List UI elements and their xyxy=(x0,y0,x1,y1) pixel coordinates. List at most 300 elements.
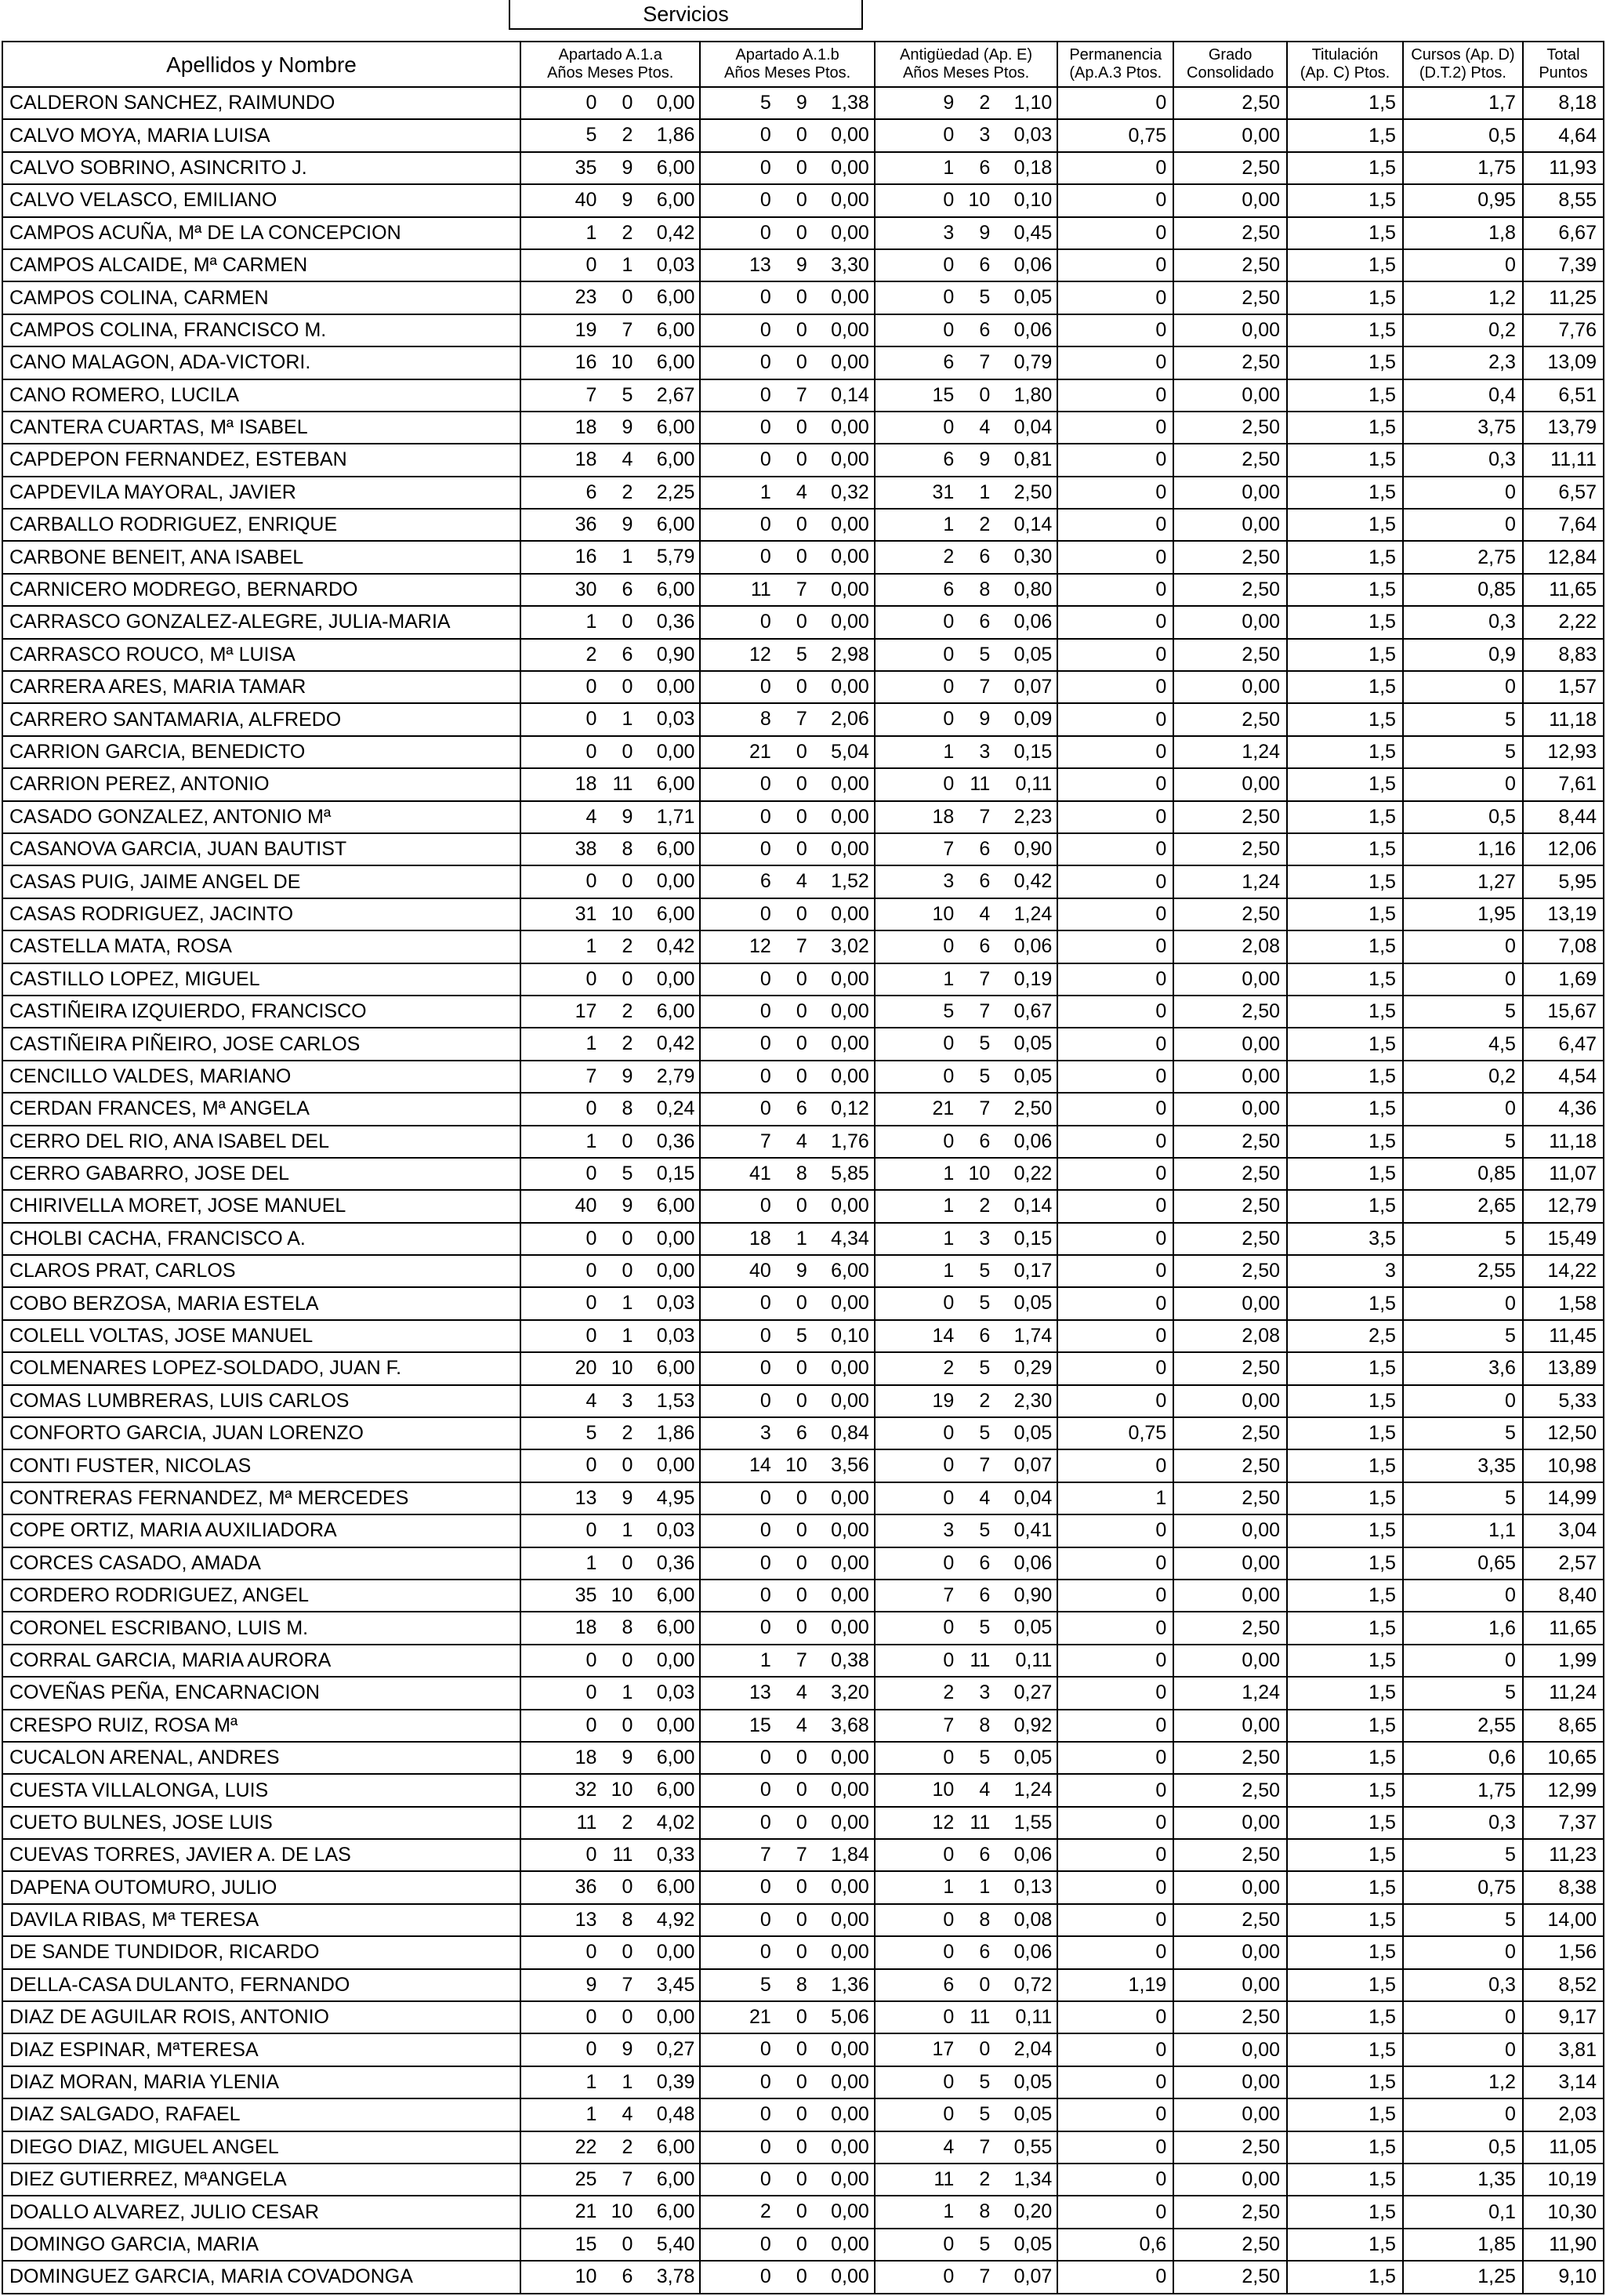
months-value: 8 xyxy=(979,578,991,600)
a1a-cell xyxy=(520,2098,700,2131)
months-value: 0 xyxy=(796,1551,807,1574)
a1a-cell-values xyxy=(521,2132,699,2163)
points-value: 5,40 xyxy=(656,2233,695,2255)
table-row xyxy=(2,801,1604,833)
grado-value: 2,50 xyxy=(1173,1158,1287,1190)
cursos-value: 2,3 xyxy=(1403,346,1523,379)
grado-value: 2,50 xyxy=(1173,249,1287,281)
months-value: 0 xyxy=(796,286,807,309)
person-name: CRESPO RUIZ, ROSA Mª xyxy=(2,1710,520,1742)
a1b-cell xyxy=(700,1807,874,1839)
years-value: 0 xyxy=(943,2265,955,2288)
points-value: 0,05 xyxy=(1013,2233,1053,2255)
a1a-cell-values xyxy=(521,1450,699,1481)
antiguedad-cell-values xyxy=(876,964,1057,995)
titulacion-value: 1,5 xyxy=(1287,1710,1403,1742)
points-value: 0,03 xyxy=(656,708,695,731)
years-value: 0 xyxy=(759,1941,771,1964)
a1b-cell xyxy=(700,249,874,281)
titulacion-value: 1,5 xyxy=(1287,2164,1403,2196)
cursos-value: 1,25 xyxy=(1403,2261,1523,2293)
table-row xyxy=(2,1093,1604,1125)
points-value: 0,22 xyxy=(1013,1162,1053,1184)
total-value: 6,67 xyxy=(1523,217,1604,249)
table-row xyxy=(2,1417,1604,1449)
years-value: 1 xyxy=(943,740,955,763)
antiguedad-cell xyxy=(875,87,1058,119)
months-value: 6 xyxy=(622,643,633,666)
antiguedad-cell-values xyxy=(876,1678,1057,1708)
a1a-cell-values xyxy=(521,2002,699,2033)
points-value: 6,00 xyxy=(656,1357,695,1380)
cursos-value: 0,5 xyxy=(1403,2131,1523,2164)
table-row xyxy=(2,833,1604,865)
a1b-cell xyxy=(700,2098,874,2131)
months-value: 9 xyxy=(979,448,991,471)
titulacion-value: 1,5 xyxy=(1287,1028,1403,1060)
grado-value: 0,00 xyxy=(1173,1547,1287,1580)
points-value: 0,00 xyxy=(831,2233,869,2255)
a1a-cell xyxy=(520,1255,700,1287)
a1b-cell-values xyxy=(701,1256,873,1286)
person-name: CALVO VELASCO, EMILIANO xyxy=(2,184,520,216)
years-value: 0 xyxy=(943,2070,955,2093)
a1b-cell-values xyxy=(701,964,873,995)
permanencia-value: 0 xyxy=(1057,249,1173,281)
table-row xyxy=(2,606,1604,638)
cursos-value: 0,4 xyxy=(1403,379,1523,412)
cursos-value: 5 xyxy=(1403,1320,1523,1352)
a1a-cell xyxy=(520,379,700,412)
months-value: 11 xyxy=(970,773,991,796)
total-value: 11,90 xyxy=(1523,2229,1604,2261)
header-perm-line1: Permanencia xyxy=(1069,46,1162,63)
years-value: 1 xyxy=(585,1551,597,1574)
months-value: 0 xyxy=(796,1065,807,1087)
months-value: 0 xyxy=(796,2135,807,2158)
grado-value: 2,50 xyxy=(1173,801,1287,833)
months-value: 0 xyxy=(979,2038,991,2061)
months-value: 0 xyxy=(796,2168,807,2190)
grado-value: 2,50 xyxy=(1173,898,1287,930)
years-value: 32 xyxy=(575,1779,597,1801)
months-value: 7 xyxy=(622,2168,633,2190)
points-value: 0,06 xyxy=(1013,1551,1053,1574)
months-value: 0 xyxy=(796,1583,807,1606)
points-value: 0,00 xyxy=(831,1583,869,1606)
years-value: 0 xyxy=(759,1097,771,1120)
years-value: 0 xyxy=(943,415,955,438)
person-name: DIAZ ESPINAR, MªTERESA xyxy=(2,2033,520,2066)
cursos-value: 2,75 xyxy=(1403,541,1523,573)
table-row xyxy=(2,930,1604,963)
permanencia-value: 0 xyxy=(1057,1449,1173,1482)
grado-value: 0,00 xyxy=(1173,314,1287,346)
table-row xyxy=(2,1580,1604,1612)
titulacion-value: 1,5 xyxy=(1287,281,1403,314)
person-name: CASTIÑEIRA PIÑEIRO, JOSE CARLOS xyxy=(2,1028,520,1060)
a1b-cell xyxy=(700,152,874,184)
table-row xyxy=(2,1904,1604,1936)
a1b-cell-values xyxy=(701,1418,873,1449)
months-value: 1 xyxy=(622,2070,633,2093)
grado-value: 2,50 xyxy=(1173,1904,1287,1936)
months-value: 0 xyxy=(796,1292,807,1315)
months-value: 8 xyxy=(622,1908,633,1931)
points-value: 0,05 xyxy=(1013,1746,1053,1768)
a1a-cell xyxy=(520,963,700,996)
points-value: 0,29 xyxy=(1013,1357,1053,1380)
titulacion-value: 1,5 xyxy=(1287,477,1403,509)
points-value: 0,00 xyxy=(831,902,869,925)
points-value: 2,98 xyxy=(831,643,869,666)
months-value: 0 xyxy=(796,1746,807,1768)
total-value: 13,79 xyxy=(1523,412,1604,444)
antiguedad-cell-values xyxy=(876,834,1057,865)
grado-value: 0,00 xyxy=(1173,477,1287,509)
points-value: 0,05 xyxy=(1013,1616,1053,1639)
titulacion-value: 1,5 xyxy=(1287,379,1403,412)
table-row xyxy=(2,2196,1604,2228)
a1b-cell xyxy=(700,1677,874,1709)
months-value: 6 xyxy=(979,1551,991,1574)
months-value: 7 xyxy=(979,1097,991,1120)
years-value: 3 xyxy=(759,1422,771,1445)
person-name: CORONEL ESCRIBANO, LUIS M. xyxy=(2,1612,520,1644)
titulacion-value: 1,5 xyxy=(1287,671,1403,703)
person-name: DOMINGUEZ GARCIA, MARIA COVADONGA xyxy=(2,2261,520,2293)
person-name: CARBONE BENEIT, ANA ISABEL xyxy=(2,541,520,573)
points-value: 0,42 xyxy=(656,221,695,244)
cursos-value: 5 xyxy=(1403,736,1523,768)
antiguedad-cell-values xyxy=(876,2099,1057,2130)
a1a-cell-values xyxy=(521,1321,699,1351)
months-value: 3 xyxy=(622,1389,633,1412)
antiguedad-cell-values xyxy=(876,1191,1057,1221)
months-value: 6 xyxy=(979,870,991,893)
header-permanencia xyxy=(1057,42,1173,87)
years-value: 35 xyxy=(575,156,597,179)
total-value: 6,47 xyxy=(1523,1028,1604,1060)
years-value: 0 xyxy=(759,546,771,568)
a1b-cell xyxy=(700,2033,874,2066)
points-value: 1,24 xyxy=(1013,902,1053,925)
header-antig-line1: Antigüedad (Ap. E) xyxy=(900,46,1033,63)
a1a-cell-values xyxy=(521,88,699,118)
years-value: 0 xyxy=(943,2103,955,2126)
cursos-value: 1,95 xyxy=(1403,898,1523,930)
a1a-cell-values xyxy=(521,672,699,702)
person-name: CUCALON ARENAL, ANDRES xyxy=(2,1742,520,1774)
cursos-value: 1,27 xyxy=(1403,865,1523,898)
a1a-cell-values xyxy=(521,1905,699,1935)
a1a-cell xyxy=(520,1612,700,1644)
points-value: 1,10 xyxy=(1013,92,1053,114)
months-value: 3 xyxy=(979,740,991,763)
months-value: 9 xyxy=(622,189,633,212)
points-value: 3,30 xyxy=(831,253,869,276)
months-value: 1 xyxy=(796,1227,807,1250)
permanencia-value: 0 xyxy=(1057,2066,1173,2098)
titulacion-value: 1,5 xyxy=(1287,2098,1403,2131)
table-row xyxy=(2,1710,1604,1742)
points-value: 0,07 xyxy=(1013,1454,1053,1477)
antiguedad-cell xyxy=(875,444,1058,476)
months-value: 5 xyxy=(796,1324,807,1347)
years-value: 9 xyxy=(943,92,955,114)
a1a-cell xyxy=(520,1223,700,1255)
table-row xyxy=(2,1449,1604,1482)
a1a-cell xyxy=(520,606,700,638)
antiguedad-cell xyxy=(875,2033,1058,2066)
a1b-cell xyxy=(700,1158,874,1190)
points-value: 0,00 xyxy=(831,2038,869,2061)
years-value: 16 xyxy=(575,546,597,568)
years-value: 0 xyxy=(943,1616,955,1639)
points-value: 0,00 xyxy=(656,870,695,893)
header-grado xyxy=(1173,42,1287,87)
a1b-cell-values xyxy=(701,380,873,411)
table-row xyxy=(2,1320,1604,1352)
a1b-cell xyxy=(700,996,874,1028)
months-value: 9 xyxy=(622,1486,633,1509)
titulacion-value: 1,5 xyxy=(1287,2033,1403,2066)
points-value: 0,03 xyxy=(656,1292,695,1315)
antiguedad-cell-values xyxy=(876,1159,1057,1189)
total-value: 15,49 xyxy=(1523,1223,1604,1255)
points-value: 0,06 xyxy=(1013,935,1053,958)
person-name: CAPDEPON FERNANDEZ, ESTEBAN xyxy=(2,444,520,476)
antiguedad-cell xyxy=(875,1028,1058,1060)
total-value: 11,65 xyxy=(1523,1612,1604,1644)
antiguedad-cell-values xyxy=(876,769,1057,800)
antiguedad-cell-values xyxy=(876,640,1057,670)
years-value: 5 xyxy=(585,1422,597,1445)
years-value: 0 xyxy=(759,837,771,860)
person-name: CENCILLO VALDES, MARIANO xyxy=(2,1061,520,1093)
a1b-cell xyxy=(700,930,874,963)
cursos-value: 0 xyxy=(1403,768,1523,800)
a1b-cell-values xyxy=(701,2099,873,2130)
months-value: 0 xyxy=(796,351,807,374)
months-value: 0 xyxy=(979,383,991,406)
months-value: 7 xyxy=(979,1454,991,1477)
total-value: 14,22 xyxy=(1523,1255,1604,1287)
a1b-cell-values xyxy=(701,153,873,183)
antiguedad-cell-values xyxy=(876,1970,1057,2000)
a1b-cell xyxy=(700,1839,874,1871)
points-value: 0,10 xyxy=(1013,189,1053,212)
years-value: 0 xyxy=(759,676,771,698)
total-value: 12,93 xyxy=(1523,736,1604,768)
header-titulacion xyxy=(1287,42,1403,87)
a1a-cell-values xyxy=(521,866,699,897)
header-grado-line2: Consolidado xyxy=(1187,64,1274,82)
header-perm-line2: (Ap.A.3 Ptos. xyxy=(1069,64,1162,82)
antiguedad-cell xyxy=(875,1774,1058,1806)
antiguedad-cell-values xyxy=(876,1256,1057,1286)
points-value: 0,90 xyxy=(1013,837,1053,860)
grado-value: 2,50 xyxy=(1173,281,1287,314)
titulacion-value: 1,5 xyxy=(1287,1158,1403,1190)
a1b-cell xyxy=(700,1482,874,1514)
a1a-cell xyxy=(520,1449,700,1482)
a1b-cell xyxy=(700,2066,874,2098)
antiguedad-cell-values xyxy=(876,1321,1057,1351)
points-value: 1,53 xyxy=(656,1389,695,1412)
points-value: 0,00 xyxy=(656,740,695,763)
table-row xyxy=(2,1061,1604,1093)
antiguedad-cell-values xyxy=(876,931,1057,962)
titulacion-value: 1,5 xyxy=(1287,639,1403,671)
total-value: 1,99 xyxy=(1523,1645,1604,1677)
a1a-cell xyxy=(520,1417,700,1449)
a1b-cell xyxy=(700,1449,874,1482)
antiguedad-cell xyxy=(875,768,1058,800)
a1a-cell-values xyxy=(521,1743,699,1773)
years-value: 9 xyxy=(585,1973,597,1996)
points-value: 0,06 xyxy=(1013,1941,1053,1964)
points-value: 6,00 xyxy=(656,351,695,374)
titulacion-value: 1,5 xyxy=(1287,768,1403,800)
cursos-value: 0,5 xyxy=(1403,119,1523,151)
person-name: DE SANDE TUNDIDOR, RICARDO xyxy=(2,1936,520,1968)
months-value: 0 xyxy=(796,189,807,212)
a1a-cell-values xyxy=(521,575,699,605)
table-row xyxy=(2,865,1604,898)
titulacion-value: 1,5 xyxy=(1287,184,1403,216)
person-name: DAVILA RIBAS, Mª TERESA xyxy=(2,1904,520,1936)
months-value: 0 xyxy=(796,1486,807,1509)
antiguedad-cell xyxy=(875,1969,1058,2001)
table-row xyxy=(2,2261,1604,2293)
months-value: 0 xyxy=(796,1032,807,1055)
grado-value: 2,50 xyxy=(1173,152,1287,184)
permanencia-value: 0 xyxy=(1057,1645,1173,1677)
months-value: 0 xyxy=(979,1973,991,1996)
header-a1a xyxy=(520,42,700,87)
a1a-cell-values xyxy=(521,607,699,637)
antiguedad-cell xyxy=(875,1287,1058,1319)
points-value: 0,07 xyxy=(1013,2265,1053,2288)
antiguedad-cell-values xyxy=(876,347,1057,378)
antiguedad-cell xyxy=(875,1126,1058,1158)
years-value: 3 xyxy=(943,870,955,893)
permanencia-value: 0 xyxy=(1057,2131,1173,2164)
titulacion-value: 1,5 xyxy=(1287,1871,1403,1903)
antiguedad-cell-values xyxy=(876,510,1057,540)
titulacion-value: 1,5 xyxy=(1287,1645,1403,1677)
grado-value: 0,00 xyxy=(1173,1385,1287,1417)
years-value: 0 xyxy=(759,1357,771,1380)
a1b-cell xyxy=(700,736,874,768)
months-value: 0 xyxy=(622,92,633,114)
antiguedad-cell xyxy=(875,249,1058,281)
person-name: CARRASCO GONZALEZ-ALEGRE, JULIA-MARIA xyxy=(2,606,520,638)
cursos-value: 2,55 xyxy=(1403,1710,1523,1742)
a1a-cell-values xyxy=(521,347,699,378)
a1b-cell xyxy=(700,768,874,800)
months-value: 5 xyxy=(979,1746,991,1768)
grado-value: 0,00 xyxy=(1173,1871,1287,1903)
months-value: 8 xyxy=(622,1097,633,1120)
months-value: 10 xyxy=(611,1779,633,1801)
years-value: 0 xyxy=(943,708,955,731)
points-value: 2,06 xyxy=(831,708,869,731)
months-value: 5 xyxy=(979,1519,991,1542)
years-value: 15 xyxy=(575,2233,597,2255)
titulacion-value: 1,5 xyxy=(1287,1580,1403,1612)
points-value: 0,00 xyxy=(831,2135,869,2158)
years-value: 0 xyxy=(585,1454,597,1477)
table-row xyxy=(2,1936,1604,1968)
total-value: 1,69 xyxy=(1523,963,1604,996)
points-value: 0,24 xyxy=(656,1097,695,1120)
permanencia-value: 0 xyxy=(1057,509,1173,541)
permanencia-value: 0 xyxy=(1057,1223,1173,1255)
months-value: 0 xyxy=(796,1908,807,1931)
cursos-value: 0,85 xyxy=(1403,1158,1523,1190)
grado-value: 0,00 xyxy=(1173,1710,1287,1742)
years-value: 12 xyxy=(749,935,771,958)
a1b-cell-values xyxy=(701,1224,873,1254)
years-value: 6 xyxy=(585,481,597,503)
a1a-cell-values xyxy=(521,1094,699,1124)
antiguedad-cell xyxy=(875,1547,1058,1580)
months-value: 0 xyxy=(796,2038,807,2061)
titulacion-value: 1,5 xyxy=(1287,2001,1403,2033)
a1b-cell xyxy=(700,2229,874,2261)
months-value: 8 xyxy=(979,1908,991,1931)
years-value: 10 xyxy=(932,902,955,925)
a1b-cell-values xyxy=(701,802,873,832)
a1a-cell xyxy=(520,1710,700,1742)
months-value: 6 xyxy=(979,935,991,958)
antiguedad-cell xyxy=(875,1612,1058,1644)
years-value: 0 xyxy=(943,1844,955,1866)
points-value: 6,00 xyxy=(656,1616,695,1639)
points-value: 3,20 xyxy=(831,1681,869,1704)
cursos-value: 1,75 xyxy=(1403,1774,1523,1806)
antiguedad-cell xyxy=(875,1580,1058,1612)
person-name: COVEÑAS PEÑA, ENCARNACION xyxy=(2,1677,520,1709)
years-value: 0 xyxy=(759,1324,771,1347)
points-value: 0,09 xyxy=(1013,708,1053,731)
months-value: 11 xyxy=(970,2006,991,2029)
points-value: 0,00 xyxy=(831,1195,869,1217)
years-value: 17 xyxy=(932,2038,955,2061)
person-name: CANTERA CUARTAS, Mª ISABEL xyxy=(2,412,520,444)
antiguedad-cell xyxy=(875,541,1058,573)
years-value: 15 xyxy=(749,1714,771,1736)
years-value: 22 xyxy=(575,2135,597,2158)
points-value: 6,00 xyxy=(656,902,695,925)
months-value: 1 xyxy=(622,253,633,276)
points-value: 0,00 xyxy=(656,1227,695,1250)
person-name: CORCES CASADO, AMADA xyxy=(2,1547,520,1580)
a1a-cell-values xyxy=(521,1061,699,1092)
years-value: 31 xyxy=(932,481,955,503)
a1a-cell xyxy=(520,509,700,541)
months-value: 0 xyxy=(796,676,807,698)
a1a-cell-values xyxy=(521,802,699,832)
months-value: 0 xyxy=(796,1389,807,1412)
months-value: 0 xyxy=(622,1551,633,1574)
total-value: 12,06 xyxy=(1523,833,1604,865)
grado-value: 0,00 xyxy=(1173,1028,1287,1060)
antiguedad-cell-values xyxy=(876,2262,1057,2292)
years-value: 0 xyxy=(943,1292,955,1315)
